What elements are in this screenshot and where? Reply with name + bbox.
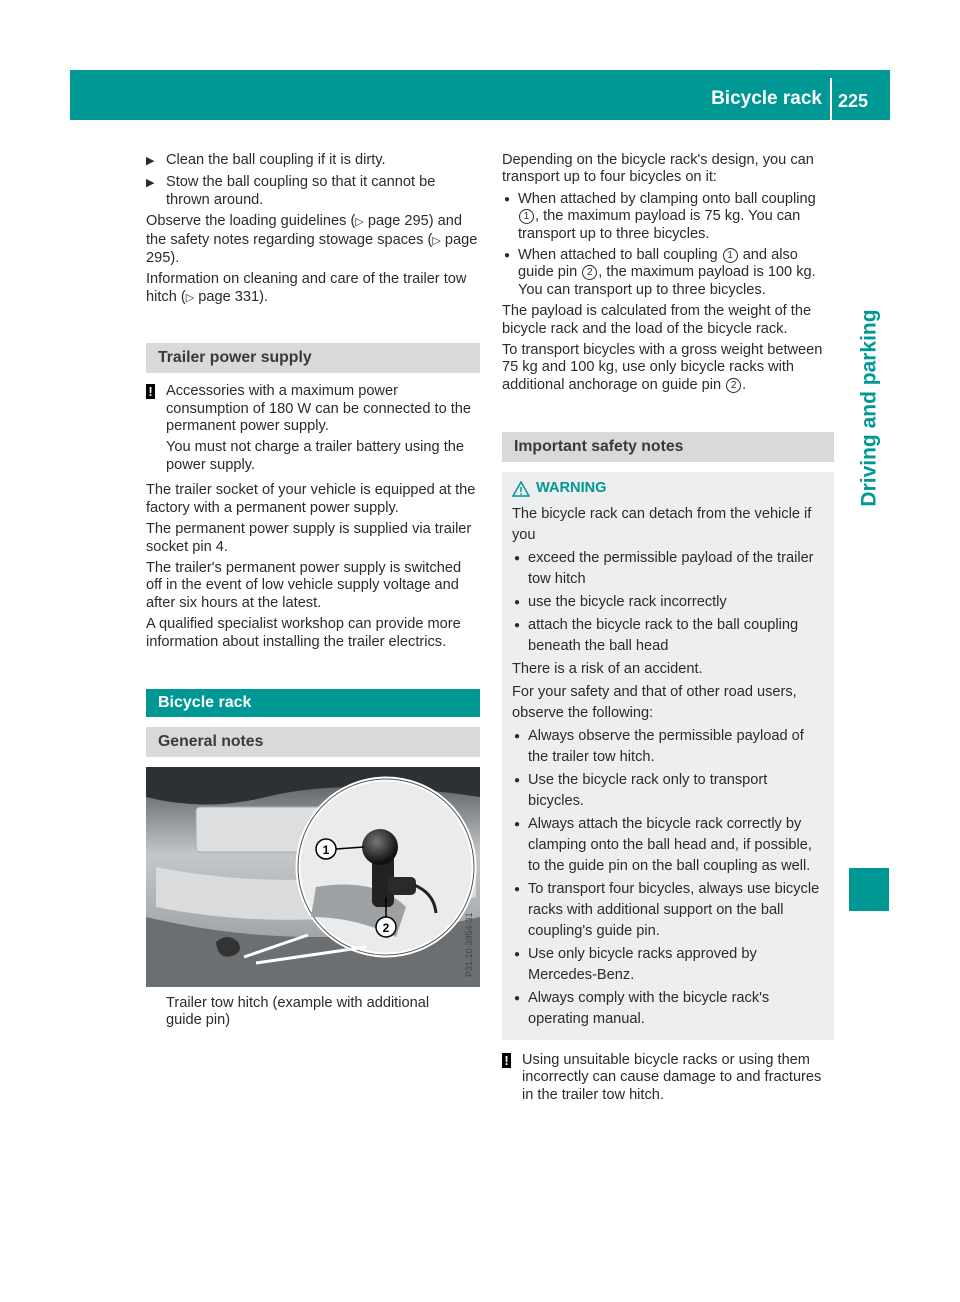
- right-column: [502, 152, 834, 1108]
- left-column: [146, 152, 480, 1030]
- header-divider: [830, 78, 832, 120]
- section-heading-trailer-power: Trailer power supply: [146, 343, 480, 373]
- callout-1-label: 1: [322, 842, 330, 857]
- note-block: [502, 1052, 834, 1104]
- bullet-icon: ●: [514, 774, 521, 786]
- callout-2-label: 2: [382, 920, 390, 935]
- note-text: Using unsuitable bicycle racks or using them incorrectly can cause damage to and fractures in the trailer tow hitch.: [522, 1051, 822, 1103]
- warning-box: [502, 472, 834, 1039]
- step-text: Clean the ball coupling if it is dirty.: [166, 152, 386, 168]
- callout-ref-1: 1: [519, 209, 534, 224]
- section-heading-safety-notes: Important safety notes: [502, 432, 834, 462]
- list-item: ● To transport four bicycles, always use bicycle racks with additional support on the ball coupling's guide pin.: [512, 879, 826, 942]
- list-item: ● exceed the permissible payload of the trailer tow hitch: [512, 548, 826, 590]
- figure-caption: Trailer tow hitch (example with additional guide pin): [166, 994, 430, 1029]
- step-item: [146, 174, 480, 209]
- payload-paragraph: The payload is calculated from the weight of the bicycle rack and the load of the bicycle rack.: [502, 303, 812, 337]
- note-text: Accessories with a maximum power consumption of 180 W can be connected to the permanent power supply.: [166, 383, 472, 435]
- loading-guidelines-paragraph: Observe the loading guidelines (▷ page 295) and the safety notes regarding stowage spaces (▷ page 295).: [146, 213, 478, 267]
- trailer-hitch-illustration: [146, 767, 480, 987]
- list-item: ● When attached by clamping onto ball coupling 1 , the maximum payload is 75 kg. You can transport up to three bicycles.: [504, 190, 816, 242]
- header-title: Bicycle rack: [711, 88, 822, 109]
- warning-title: WARNING: [512, 480, 826, 497]
- chapter-side-tab-label: Driving and parking: [858, 308, 882, 507]
- note-block: [146, 383, 480, 478]
- bullet-icon: ●: [514, 818, 521, 830]
- callout-ref-2: 2: [582, 265, 597, 280]
- callout-ref-1: 1: [723, 248, 738, 263]
- page-ref-arrow-icon: ▷: [432, 234, 441, 247]
- intro-paragraph: Depending on the bicycle rack's design, you can transport up to four bicycles on it:: [502, 152, 814, 186]
- body-paragraph: The trailer socket of your vehicle is equipped at the factory with a permanent power supply.: [146, 482, 476, 516]
- bullet-icon: ●: [514, 948, 521, 960]
- bullet-icon: ●: [514, 552, 521, 564]
- figure-image-code: P31.10-3854-31: [464, 912, 474, 977]
- list-item: ● Use the bicycle rack only to transport bicycles.: [512, 770, 826, 812]
- page-number: 225: [838, 91, 869, 111]
- cleaning-info-paragraph: Information on cleaning and care of the trailer tow hitch (▷ page 331).: [146, 271, 467, 305]
- page-header: [70, 70, 890, 120]
- bullet-icon: ●: [514, 883, 521, 895]
- list-item: ● Use only bicycle racks approved by Mercedes-Benz.: [512, 944, 826, 986]
- chapter-marker-block: [849, 868, 889, 911]
- trailer-hitch-figure: [146, 767, 480, 987]
- body-paragraph: The trailer's permanent power supply is switched off in the event of low vehicle supply voltage and after six hours at the latest.: [146, 559, 462, 611]
- section-heading-general-notes: General notes: [146, 727, 480, 757]
- list-item: ● Always attach the bicycle rack correctly by clamping onto the ball head and, if possible, to the guide pin on the ball coupling as well.: [512, 814, 826, 877]
- warning-intro: The bicycle rack can detach from the vehicle if you: [512, 505, 812, 543]
- warning-triangle-icon: [512, 481, 530, 497]
- note-text: You must not charge a trailer battery using the power supply.: [166, 439, 464, 473]
- caution-icon: !: [502, 1052, 522, 1104]
- bullet-icon: ●: [514, 730, 521, 742]
- body-paragraph: A qualified specialist workshop can provide more information about installing the trailer electrics.: [146, 616, 461, 650]
- step-text: Stow the ball coupling so that it cannot be thrown around.: [166, 174, 436, 208]
- body-paragraph: The permanent power supply is supplied via trailer socket pin 4.: [146, 521, 472, 555]
- bullet-icon: ●: [514, 619, 521, 631]
- list-item: ● When attached to ball coupling 1 and also guide pin 2 , the maximum payload is 100 kg. You can transport up to three bicycles.: [504, 247, 816, 298]
- step-arrow-icon: ▶: [146, 177, 155, 190]
- bullet-icon: ●: [504, 250, 511, 262]
- step-arrow-icon: ▶: [146, 155, 155, 167]
- page-ref-arrow-icon: ▷: [185, 291, 195, 304]
- list-item: ● attach the bicycle rack to the ball coupling beneath the ball head: [512, 615, 826, 657]
- caution-icon: !: [146, 383, 166, 478]
- list-item: ● Always observe the permissible payload of the trailer tow hitch.: [512, 726, 826, 768]
- bullet-icon: ●: [514, 596, 521, 608]
- section-heading-bicycle-rack: Bicycle rack: [146, 689, 480, 717]
- bullet-icon: ●: [504, 193, 511, 205]
- callout-ref-2: 2: [726, 378, 741, 393]
- page-ref-arrow-icon: ▷: [355, 216, 364, 229]
- warning-risk: There is a risk of an accident.: [512, 660, 703, 677]
- chapter-side-tab: [855, 300, 885, 515]
- list-item: ● Always comply with the bicycle rack's operating manual.: [512, 988, 826, 1030]
- warning-observe: For your safety and that of other road users, observe the following:: [512, 683, 797, 721]
- step-item: [146, 152, 480, 170]
- transport-paragraph: To transport bicycles with a gross weight between 75 kg and 100 kg, use only bicycle racks with additional anchorage on guide pin 2 .: [502, 342, 823, 393]
- list-item: ● use the bicycle rack incorrectly: [512, 592, 826, 613]
- bullet-icon: ●: [514, 992, 521, 1004]
